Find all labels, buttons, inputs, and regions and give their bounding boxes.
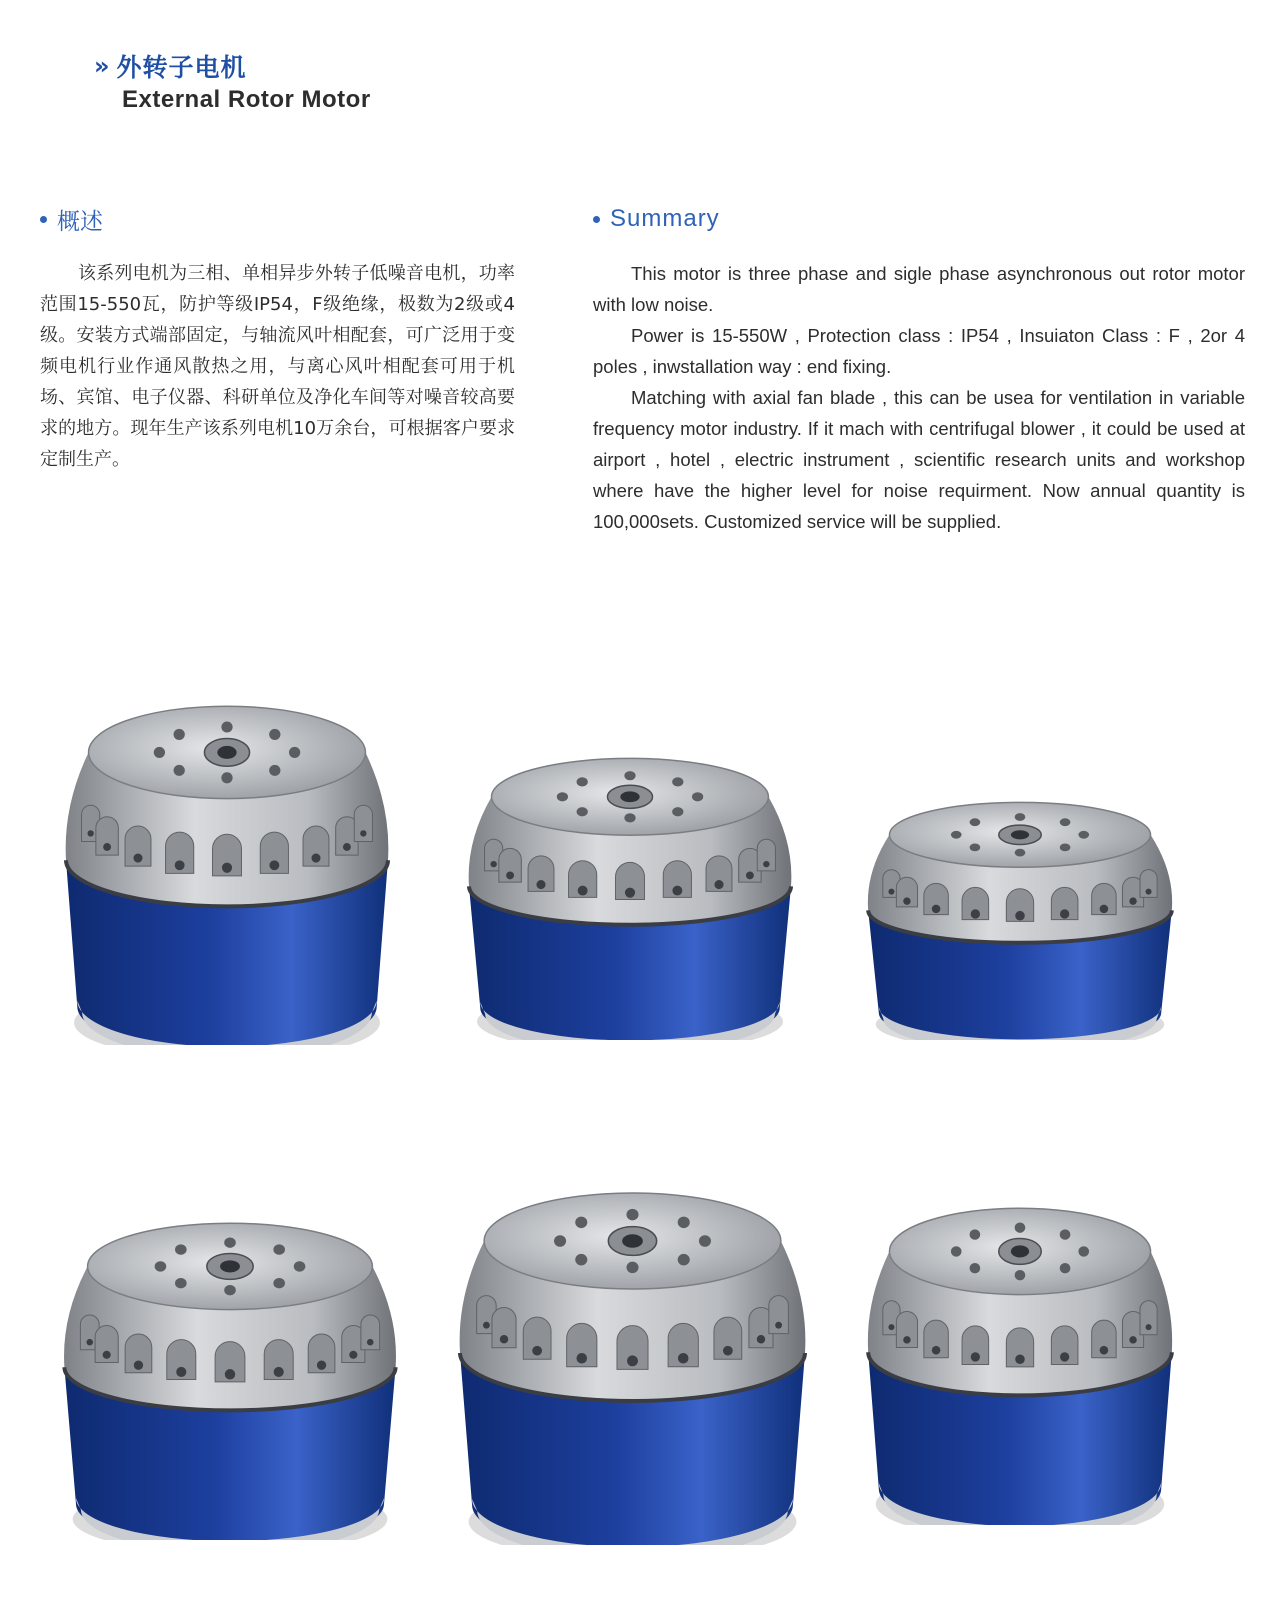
motor-photo-2 (455, 720, 805, 1040)
motor-illustration (455, 720, 805, 1040)
summary-en-heading-row (593, 202, 1245, 236)
page-header (94, 48, 514, 128)
bullet-dot-icon (40, 216, 47, 223)
motor-illustration (855, 1165, 1185, 1525)
summary-cn-body: 该系列电机为三相、单相异步外转子低噪音电机，功率范围15-550瓦，防护等级IP54，F级绝缘，极数为2级或4级。安装方式端部固定，与轴流风叶相配套，可广泛用于变频电机行业作通风散热之用，与离心风叶相配套可用于机场、宾馆、电子仪器、科研单位及净化车间等对噪音较高要求的地方。现年生产该系列电机10万余台，可根据客户要求定制生产。 (40, 263, 515, 470)
summary-cn-heading-row (40, 202, 515, 236)
motor-photo-5 (445, 1145, 820, 1545)
page-title-en: External Rotor Motor (122, 86, 371, 113)
summary-en-section (593, 202, 1245, 537)
summary-en-paragraph: This motor is three phase and sigle phase asynchronous out rotor motor with low noise. (593, 263, 1245, 315)
motor-photo-1 (52, 660, 402, 1045)
motor-illustration (445, 1145, 820, 1545)
motor-illustration (52, 660, 402, 1045)
summary-en-paragraph: Matching with axial fan blade , this can be usea for ventilation in variable frequency motor industry. If it mach with centrifugal blower , it could be used at airport , hotel , electric instrument , scientific research units and workshop where have the higher level for noise requirment. Now annual quantity is 100,000sets. Customized service will be supplied. (593, 387, 1245, 532)
motor-photo-3 (855, 770, 1185, 1040)
summary-en-paragraph: Power is 15-550W , Protection class : IP54 , Insuiaton Class : F , 2or 4 poles , inwstallation way : end fixing. (593, 325, 1245, 377)
double-chevron-right-icon: » (94, 52, 111, 80)
summary-cn-section (40, 202, 515, 475)
motor-photo-4 (50, 1180, 410, 1540)
motor-illustration (50, 1180, 410, 1540)
bullet-dot-icon (593, 216, 600, 223)
summary-en-heading: Summary (610, 205, 720, 232)
summary-cn-heading: 概述 (57, 208, 103, 235)
motor-photo-6 (855, 1165, 1185, 1525)
motor-illustration (855, 770, 1185, 1040)
summary-en-body (593, 258, 1245, 537)
title-cn-row (94, 48, 514, 84)
page-title-cn: 外转子电机 (116, 53, 247, 82)
